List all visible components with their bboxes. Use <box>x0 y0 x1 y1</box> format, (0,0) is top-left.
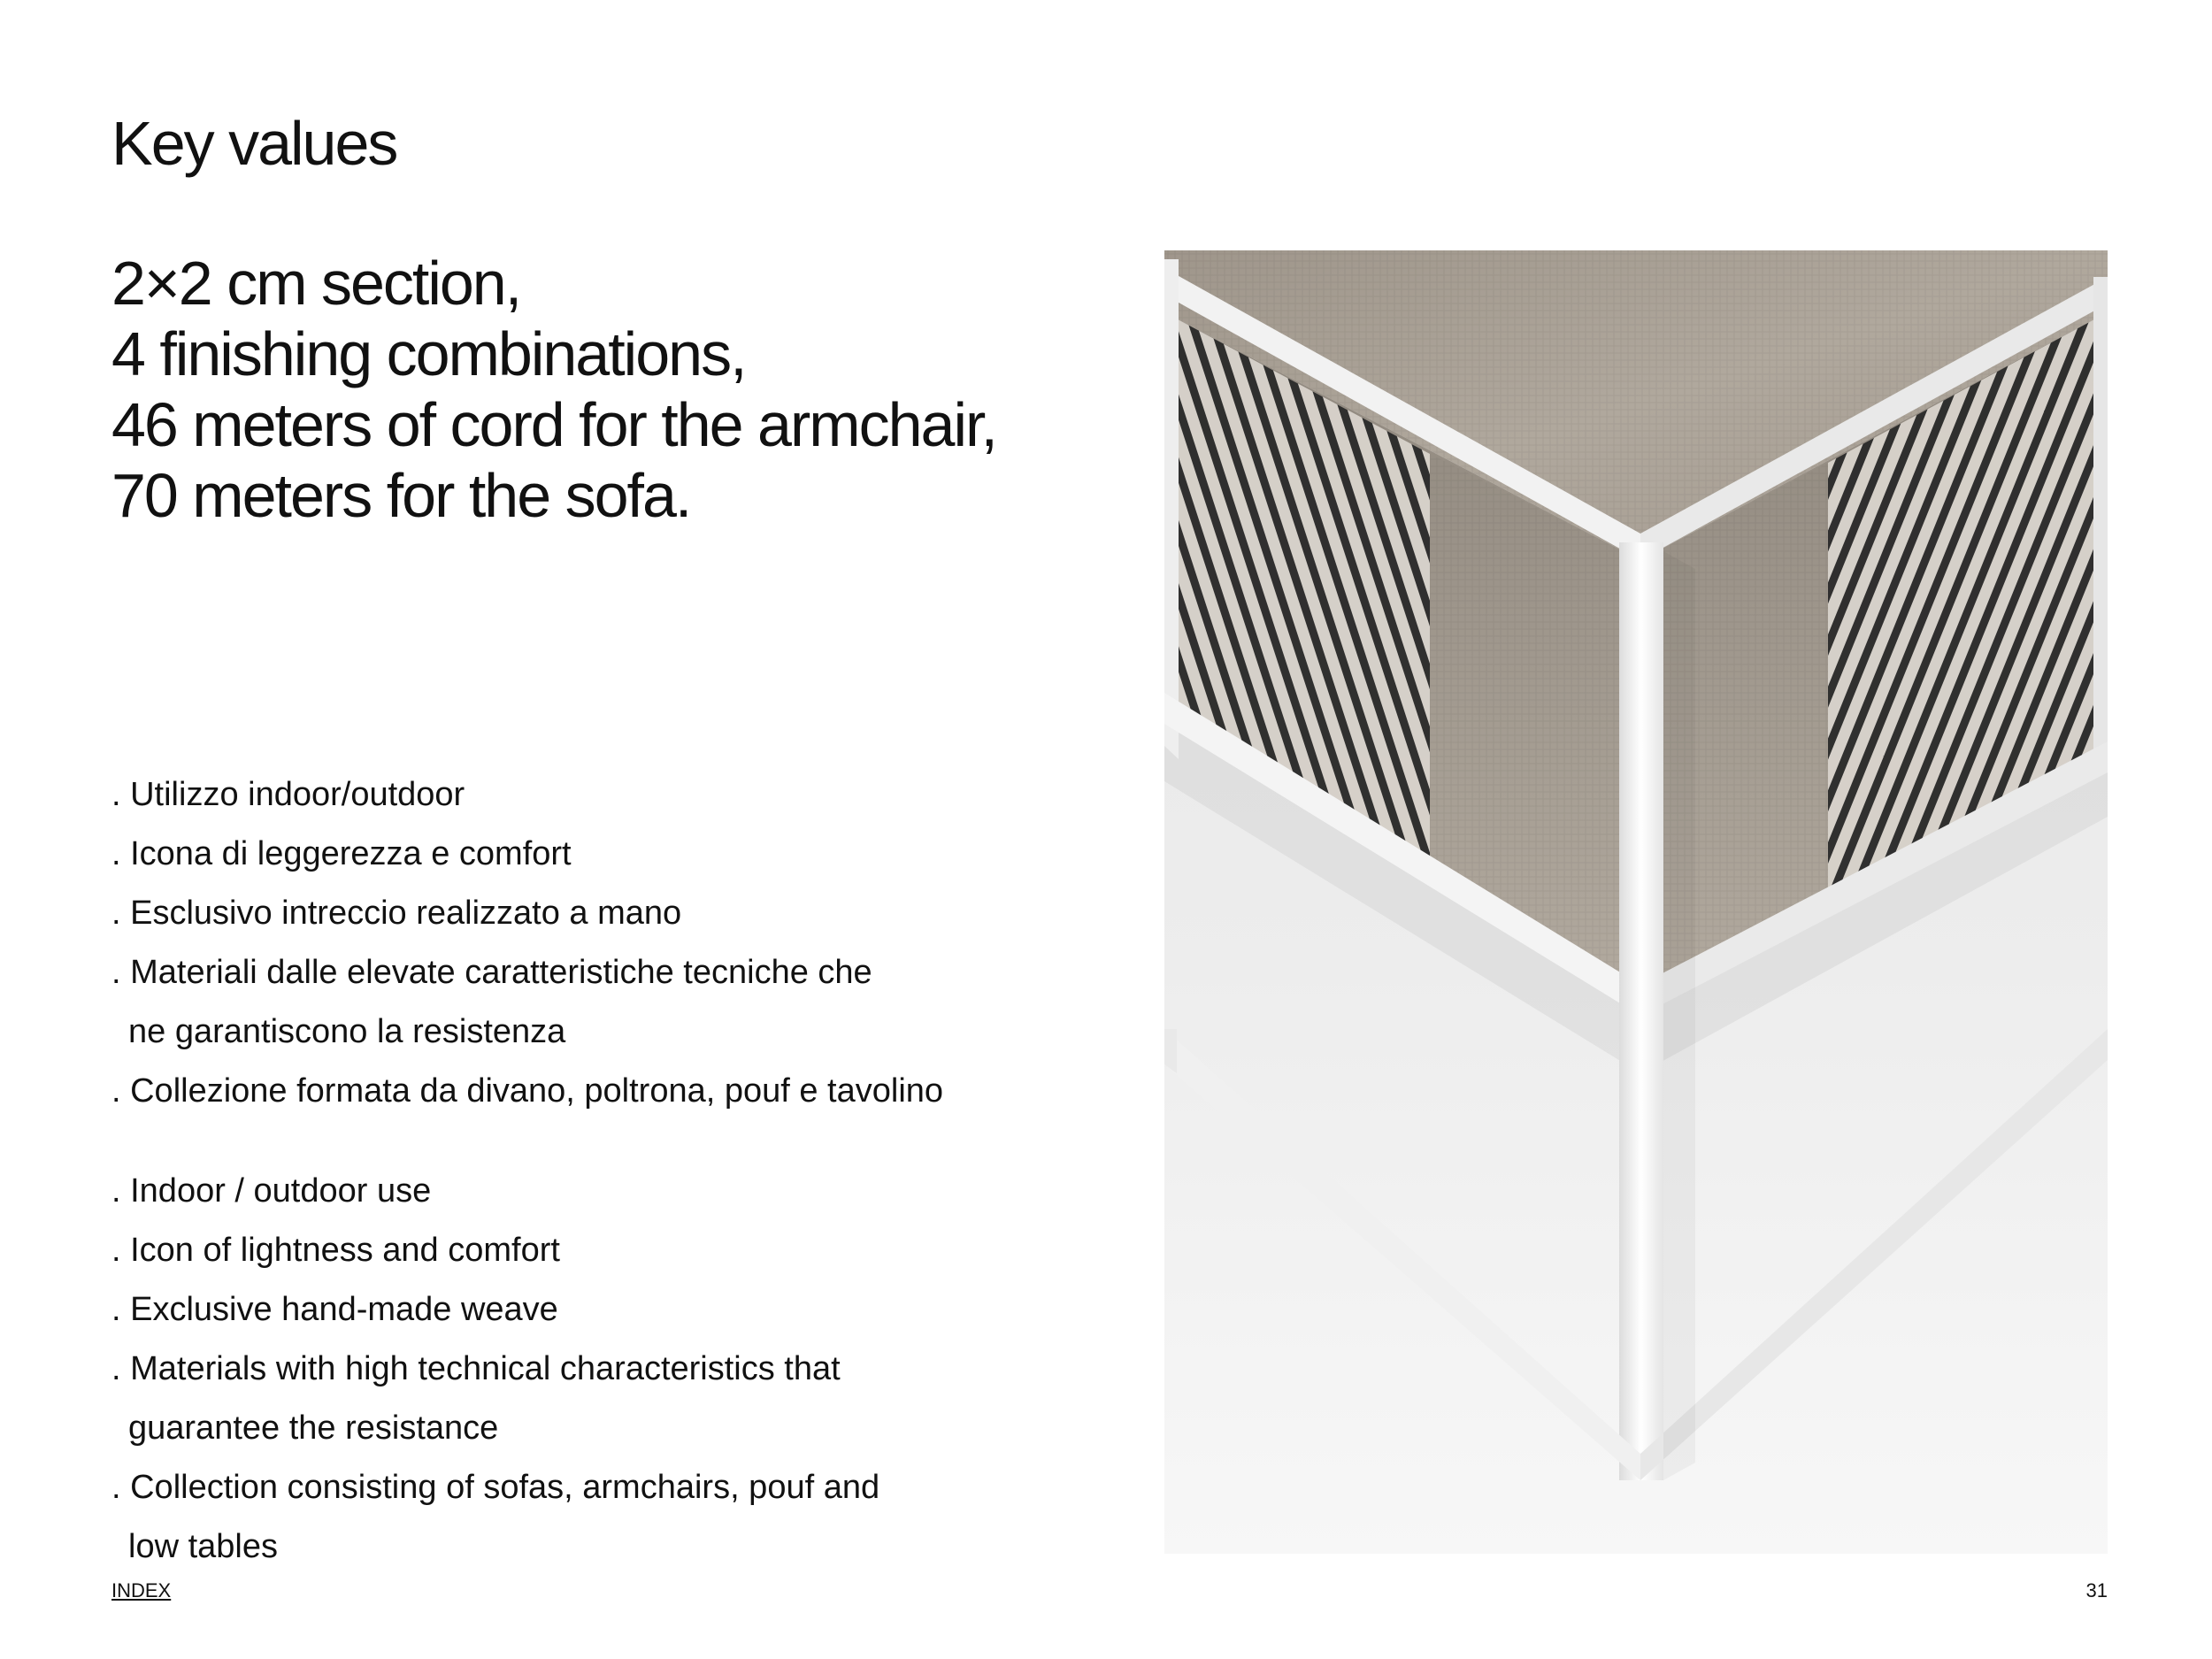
bullet-item: . Materiali dalle elevate caratteristiche tecniche che <box>111 954 872 991</box>
page-title: Key values <box>111 109 397 178</box>
bullet-item: . Utilizzo indoor/outdoor <box>111 776 465 813</box>
bullet-item: . Exclusive hand-made weave <box>111 1291 558 1328</box>
bullet-item-continuation: ne garantiscono la resistenza <box>128 1013 566 1050</box>
key-values-headline <box>111 248 996 531</box>
armchair-detail-photo <box>1164 250 2108 1554</box>
bullet-item: . Indoor / outdoor use <box>111 1172 432 1210</box>
headline-line: 4 finishing combinations, <box>111 319 746 388</box>
bullet-item: . Icona di leggerezza e comfort <box>111 835 572 872</box>
headline-line: 70 meters for the sofa. <box>111 461 691 530</box>
page-number: 31 <box>2085 1579 2108 1601</box>
bullet-item: . Esclusivo intreccio realizzato a mano <box>111 895 682 932</box>
english-bullet-list <box>111 1162 879 1577</box>
index-link[interactable]: INDEX <box>111 1579 172 1601</box>
italian-bullet-list <box>111 765 943 1121</box>
bullet-item: . Collection consisting of sofas, armchairs, pouf and <box>111 1469 880 1506</box>
bullet-item-continuation: low tables <box>128 1528 278 1565</box>
bullet-item: . Materials with high technical characteristics that <box>111 1350 841 1387</box>
bullet-item-continuation: guarantee the resistance <box>128 1409 499 1447</box>
bullet-item: . Icon of lightness and comfort <box>111 1232 560 1269</box>
headline-line: 46 meters of cord for the armchair, <box>111 390 996 459</box>
headline-line: 2×2 cm section, <box>111 249 521 318</box>
bullet-item: . Collezione formata da divano, poltrona, pouf e tavolino <box>111 1072 944 1110</box>
